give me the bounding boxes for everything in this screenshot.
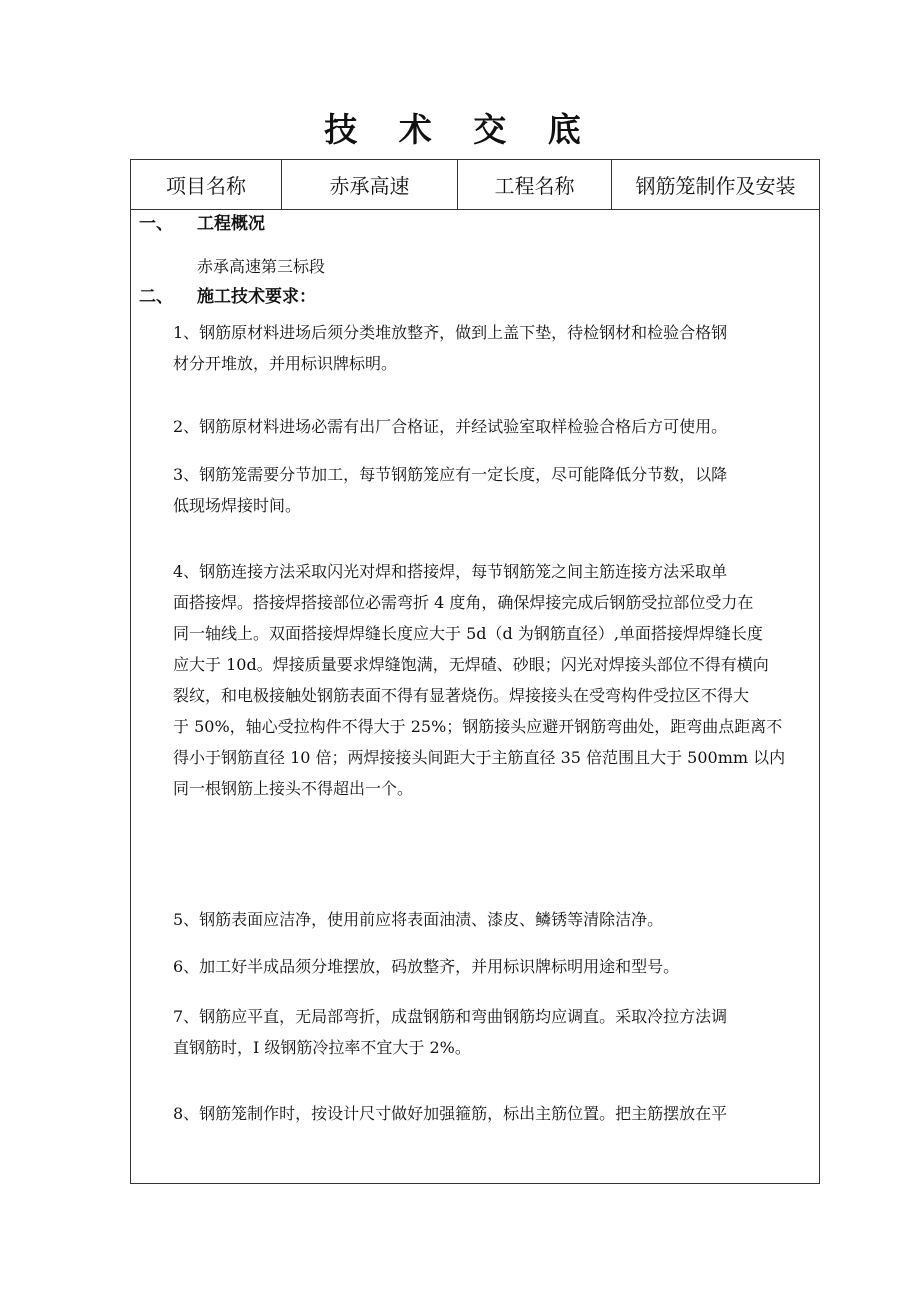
text-line: 应大于 10d。焊接质量要求焊缝饱满，无焊碴、砂眼；闪光对焊接头部位不得有横向 xyxy=(173,655,769,674)
text-line: 6、加工好半成品须分堆摆放，码放整齐，并用标识牌标明用途和型号。 xyxy=(173,957,680,976)
project-name-label: 项目名称 xyxy=(131,160,282,209)
section-number: 二、 xyxy=(139,287,173,307)
text-line: 于 50%，轴心受拉构件不得大于 25%；钢筋接头应避开钢筋弯曲处，距弯曲点距离不 xyxy=(173,717,783,736)
text-line: 5、钢筋表面应洁净，使用前应将表面油渍、漆皮、鳞锈等清除洁净。 xyxy=(173,910,664,929)
section-heading-overview xyxy=(139,211,265,237)
requirement-paragraph-7 xyxy=(141,1001,813,1063)
section-number: 一、 xyxy=(139,214,173,234)
overview-text: 赤承高速第三标段 xyxy=(197,257,326,276)
section-heading-requirements xyxy=(139,284,316,310)
text-line: 低现场焊接时间。 xyxy=(173,496,302,515)
text-line: 同一根钢筋上接头不得超出一个。 xyxy=(173,779,414,798)
text-line: 面搭接焊。搭接焊搭接部位必需弯折 4 度角，确保焊接完成后钢筋受拉部位受力在 xyxy=(173,593,754,612)
disclosure-table xyxy=(130,159,820,1184)
text-line: 7、钢筋应平直，无局部弯折，成盘钢筋和弯曲钢筋均应调直。采取冷拉方法调 xyxy=(173,1007,728,1026)
text-line: 2、钢筋原材料进场必需有出厂合格证，并经试验室取样检验合格后方可使用。 xyxy=(173,417,728,436)
document-title: 技 术 交 底 xyxy=(324,110,596,149)
text-line: 材分开堆放，并用标识牌标明。 xyxy=(173,354,398,373)
text-line: 裂纹，和电极接触处钢筋表面不得有显著烧伤。焊接接头在受弯构件受拉区不得大 xyxy=(173,686,750,705)
project-name-value: 赤承高速 xyxy=(282,160,458,209)
requirement-paragraph-1 xyxy=(141,317,813,379)
requirement-paragraph-8 xyxy=(141,1098,813,1129)
work-name-label: 工程名称 xyxy=(458,160,612,209)
section-title: 工程概况 xyxy=(197,214,265,234)
requirement-paragraph-6 xyxy=(141,951,813,982)
text-line: 3、钢筋笼需要分节加工，每节钢筋笼应有一定长度，尽可能降低分节数，以降 xyxy=(173,465,728,484)
requirement-paragraph-4 xyxy=(141,556,813,804)
text-line: 得小于钢筋直径 10 倍；两焊接接头间距大于主筋直径 35 倍范围且大于 500mm 以内 xyxy=(173,748,786,767)
text-line: 4、钢筋连接方法采取闪光对焊和搭接焊，每节钢筋笼之间主筋连接方法采取单 xyxy=(173,562,728,581)
text-line: 8、钢筋笼制作时，按设计尺寸做好加强箍筋，标出主筋位置。把主筋摆放在平 xyxy=(173,1104,728,1123)
content-cell xyxy=(131,210,819,1185)
text-line: 直钢筋时，I 级钢筋冷拉率不宜大于 2%。 xyxy=(173,1038,471,1057)
text-line: 同一轴线上。双面搭接焊焊缝长度应大于 5d（d 为钢筋直径）,单面搭接焊焊缝长度 xyxy=(173,624,763,643)
header-row xyxy=(131,160,819,210)
requirement-paragraph-2 xyxy=(141,411,813,442)
requirement-paragraph-3 xyxy=(141,459,813,521)
section-title: 施工技术要求： xyxy=(197,287,316,307)
work-name-value: 钢筋笼制作及安装 xyxy=(635,174,796,198)
text-line: 1、钢筋原材料进场后须分类堆放整齐，做到上盖下垫，待检钢材和检验合格钢 xyxy=(173,323,728,342)
requirement-paragraph-5 xyxy=(141,904,813,935)
